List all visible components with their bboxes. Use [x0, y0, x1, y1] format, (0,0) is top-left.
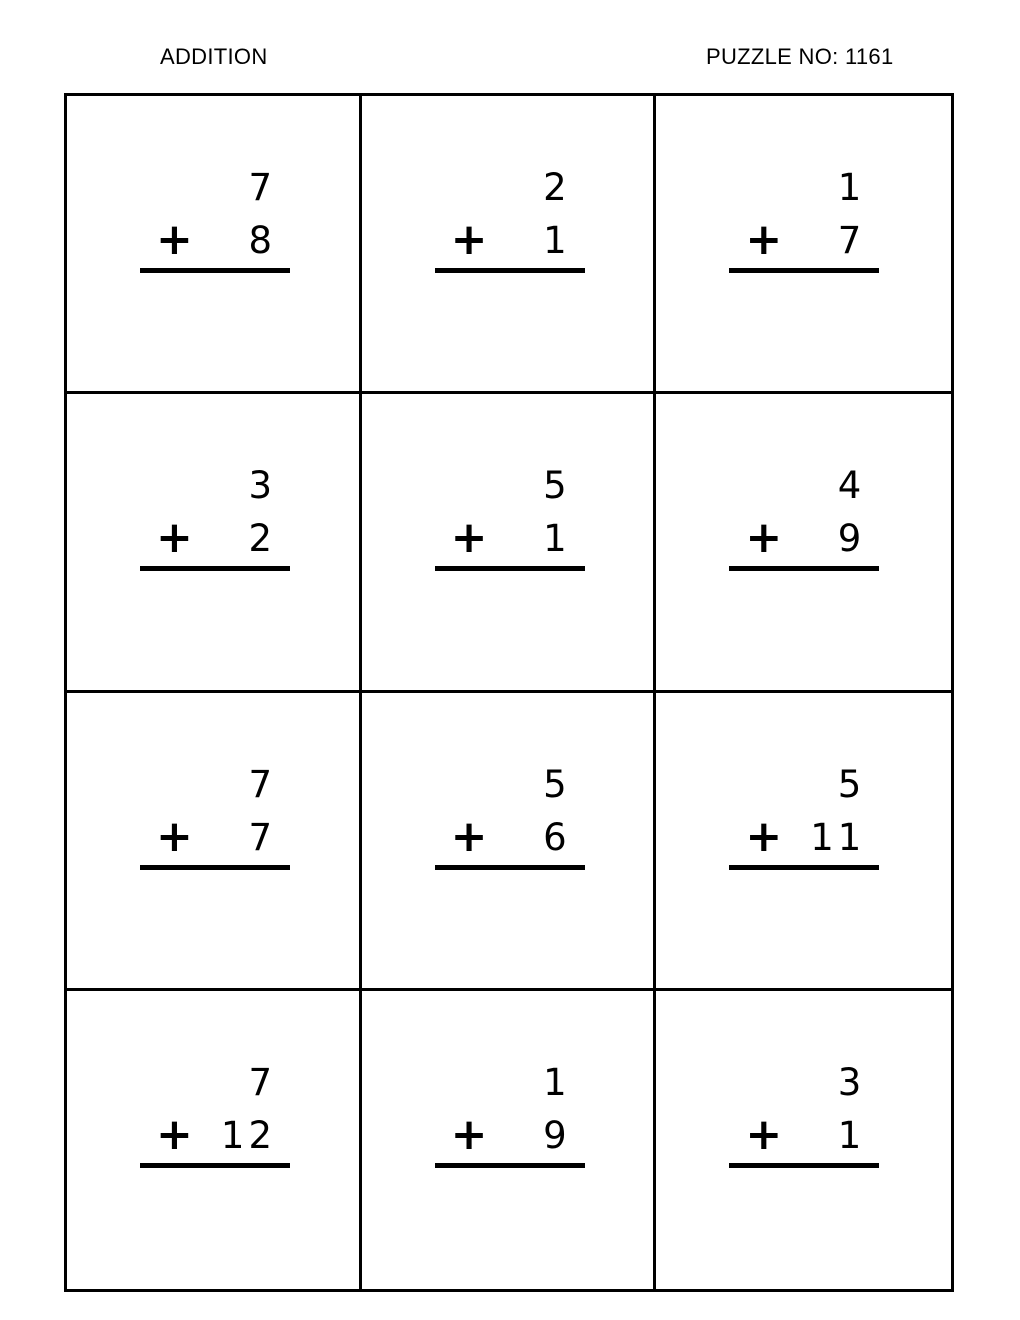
addition-problem: [435, 1061, 585, 1171]
plus-sign: +: [156, 512, 193, 564]
problem-cell: [656, 991, 951, 1289]
plus-sign: +: [450, 1108, 488, 1160]
addition-problem: [729, 464, 879, 574]
top-addend: 1: [837, 166, 866, 209]
problem-cell: [656, 693, 951, 991]
bottom-addend: 11: [810, 815, 866, 859]
answer-line: [729, 566, 879, 571]
answer-line: [435, 865, 585, 870]
answer-line: [729, 1163, 879, 1168]
answer-line: [729, 865, 879, 870]
plus-sign: +: [745, 1108, 783, 1160]
bottom-addend: 7: [837, 219, 866, 262]
problem-cell: [656, 96, 951, 394]
puzzle-number: PUZZLE NO: 1161: [706, 44, 894, 69]
addition-problem: [140, 464, 290, 574]
top-addend: 5: [837, 762, 866, 806]
addition-problem: [140, 1061, 290, 1171]
plus-sign: +: [745, 214, 783, 265]
plus-sign: +: [745, 512, 783, 564]
addition-problem: [435, 763, 585, 873]
problem-cell: [656, 394, 951, 692]
problem-cell: [67, 693, 362, 991]
problem-cell: [362, 96, 657, 394]
problem-cell: [362, 394, 657, 692]
problem-cell: [67, 394, 362, 692]
bottom-addend: 7: [248, 815, 276, 859]
plus-sign: +: [450, 214, 488, 265]
top-addend: 5: [543, 762, 571, 806]
problem-cell: [362, 693, 657, 991]
answer-line: [140, 268, 290, 273]
bottom-addend: 1: [543, 517, 571, 561]
problem-cell: [67, 991, 362, 1289]
bottom-addend: 6: [543, 815, 571, 859]
answer-line: [435, 268, 585, 273]
bottom-addend: 1: [543, 219, 571, 262]
answer-line: [140, 566, 290, 571]
addition-problem: [435, 464, 585, 574]
addition-problem: [729, 763, 879, 873]
top-addend: 7: [248, 166, 276, 209]
top-addend: 7: [248, 1060, 276, 1104]
plus-sign: +: [745, 810, 783, 862]
top-addend: 5: [543, 464, 571, 508]
addition-problem: [140, 763, 290, 873]
plus-sign: +: [156, 810, 193, 862]
bottom-addend: 9: [837, 517, 866, 561]
top-addend: 1: [543, 1060, 571, 1104]
answer-line: [729, 268, 879, 273]
problem-cell: [67, 96, 362, 394]
top-addend: 7: [248, 762, 276, 806]
bottom-addend: 2: [248, 517, 276, 561]
answer-line: [435, 566, 585, 571]
bottom-addend: 12: [220, 1113, 276, 1157]
addition-problem: [729, 1061, 879, 1171]
answer-line: [435, 1163, 585, 1168]
plus-sign: +: [156, 1108, 193, 1160]
addition-problem: [435, 166, 585, 276]
bottom-addend: 9: [543, 1113, 571, 1157]
bottom-addend: 8: [248, 219, 276, 262]
top-addend: 4: [837, 464, 866, 508]
addition-problem: [729, 166, 879, 276]
problem-cell: [362, 991, 657, 1289]
problem-grid: [64, 93, 954, 1292]
top-addend: 3: [837, 1060, 866, 1104]
plus-sign: +: [156, 214, 193, 265]
plus-sign: +: [450, 810, 488, 862]
bottom-addend: 1: [837, 1113, 866, 1157]
top-addend: 2: [543, 166, 571, 209]
worksheet-title: ADDITION: [160, 44, 268, 69]
top-addend: 3: [248, 464, 276, 508]
addition-problem: [140, 166, 290, 276]
plus-sign: +: [450, 512, 488, 564]
answer-line: [140, 1163, 290, 1168]
answer-line: [140, 865, 290, 870]
